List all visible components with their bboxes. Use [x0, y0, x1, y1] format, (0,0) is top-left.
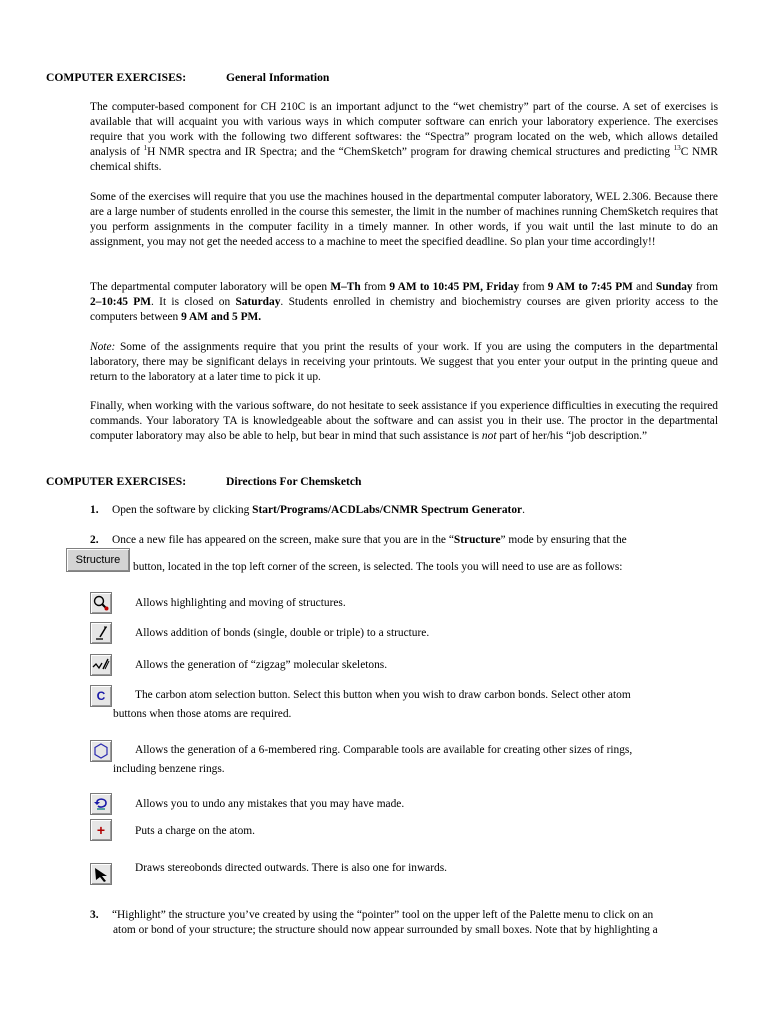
tool-description: The carbon atom selection button. Select this button when you wish to draw carbon bonds. Select other atom: [135, 689, 631, 701]
step-bold-path: Start/Programs/ACDLabs/CNMR Spectrum Generator: [252, 504, 523, 516]
p5-not: not: [481, 430, 497, 442]
p3-b6: Saturday: [235, 296, 281, 308]
tool-description: Allows addition of bonds (single, double or triple) to a structure.: [135, 627, 430, 639]
p3-b1: M–Th: [330, 281, 361, 293]
p3-b4: Sunday: [655, 281, 693, 293]
step-3: [90, 908, 720, 923]
note-label: Note:: [90, 341, 116, 353]
step-2-continuation: button, located in the top left corner of the screen, is selected. The tools you will need to use are as follows:: [133, 561, 623, 573]
select-magnifier-icon: [90, 592, 112, 614]
zigzag-chain-icon: [90, 654, 112, 676]
p3-b2: 9 AM to 10:45 PM, Friday: [389, 281, 520, 293]
step-2: [90, 533, 720, 548]
p3-b5: 2–10:45 PM: [90, 296, 151, 308]
step-text: “Highlight” the structure you’ve created by using the “pointer” tool on the upper left of the Palette menu to click on an: [112, 909, 654, 921]
step-bold-structure: Structure: [453, 534, 501, 546]
step-number: 1.: [90, 504, 99, 516]
step-3-continuation: atom or bond of your structure; the structure should now appear surrounded by small boxes. Note that by highlighting a: [113, 924, 658, 936]
step-end: .: [522, 504, 525, 516]
tool-description: Allows the generation of “zigzag” molecular skeletons.: [135, 659, 388, 671]
p3-t3: from: [519, 281, 548, 293]
tool-description-cont: including benzene rings.: [113, 763, 225, 775]
section-heading-chemsketch: [46, 474, 362, 489]
p5-text-a: Finally, when working with the various software, do not hesitate to seek assistance if you experience difficulties in executing the required commands. Your laboratory TA is knowledgeable about the software and can assist you in their use. The proctor in the departmental computer laboratory may also be able to help, but bear in mind that such assistance is: [90, 400, 718, 442]
heading-sub: Directions For Chemsketch: [226, 475, 362, 488]
stereobond-arrow-icon: [90, 863, 112, 885]
zigzag-chain-glyph: [92, 656, 110, 674]
tool-description: Puts a charge on the atom.: [135, 825, 255, 837]
paragraph-lab-hours: [90, 280, 718, 325]
p3-t6: . It is closed on: [151, 296, 236, 308]
paragraph-assistance: [90, 399, 718, 444]
p4-text: Some of the assignments require that you print the results of your work. If you are using the computers in the departmental laboratory, there may be significant delays in receiving your printouts. We suggest that you enter your output in the printing queue and return to the laboratory at a later time to pick it up.: [90, 341, 718, 383]
tool-description: Allows the generation of a 6-membered ring. Comparable tools are available for creating other sizes of rings,: [135, 744, 633, 756]
step-number: 3.: [90, 909, 99, 921]
hexagon-ring-icon: [90, 740, 112, 762]
p3-t2: from: [360, 281, 390, 293]
p5-text-b: part of her/his “job description.”: [496, 430, 648, 442]
p3-t4: and: [632, 281, 656, 293]
heading-sub: General Information: [226, 71, 330, 84]
p1-text-a: The computer-based component for CH 210C is an important adjunct to the “wet chemistry” part of the course. A set of exercises is available that will acquaint you with various ways in which computer software can enrich your laboratory experience. The exercises require that you work with the following two different softwares: the “Spectra” program located on the web, which allows detailed analysis of: [90, 101, 718, 158]
tool-description: Allows highlighting and moving of structures.: [135, 597, 346, 609]
step-1: [90, 503, 720, 518]
step-end: ” mode by ensuring that the: [500, 534, 627, 546]
p3-b3: 9 AM to 7:45 PM: [547, 281, 633, 293]
heading-main: COMPUTER EXERCISES:: [46, 475, 187, 488]
p3-t5: from: [692, 281, 718, 293]
heading-main: COMPUTER EXERCISES:: [46, 71, 187, 84]
undo-icon: [90, 793, 112, 815]
stereobond-arrow-glyph: [92, 865, 110, 883]
paragraph-intro: [90, 100, 718, 175]
p1-text-b: H NMR spectra and IR Spectra; and the “ChemSketch” program for drawing chemical structures and predicting: [147, 146, 674, 158]
paragraph-printing-note: [90, 340, 718, 385]
section-heading-general: [46, 70, 330, 85]
charge-plus-icon: +: [90, 819, 112, 841]
undo-glyph: [92, 795, 110, 813]
tool-description: Draws stereobonds directed outwards. There is also one for inwards.: [135, 862, 447, 874]
hexagon-ring-glyph: [92, 742, 110, 760]
p3-t7: . Students enrolled in chemistry and biochemistry courses are given priority access to the computers between: [90, 296, 718, 323]
p3-t1: The departmental computer laboratory will be open: [90, 281, 331, 293]
p1-sup-1: 1: [143, 144, 148, 153]
select-magnifier-glyph: [92, 594, 110, 612]
p3-b7: 9 AM and 5 PM.: [181, 311, 262, 323]
step-number: 2.: [90, 534, 99, 546]
tool-description-cont: buttons when those atoms are required.: [113, 708, 292, 720]
draw-bond-icon: [90, 622, 112, 644]
step-text: Once a new file has appeared on the screen, make sure that you are in the “: [112, 534, 454, 546]
paragraph-lab-access: Some of the exercises will require that you use the machines housed in the departmental computer laboratory, WEL 2.306. Because there are a large number of students enrolled in the course this semester, the limit in the number of machines running ChemSketch requires that you perform assignments in the computer facility in a timely manner. In other words, if you wait until the last minute to do an assignment, you may not get the needed access to a machine to meet the specified deadline. So plan your time accordingly!!: [90, 191, 718, 248]
draw-bond-glyph: [92, 624, 110, 642]
structure-mode-button[interactable]: Structure: [66, 548, 130, 572]
p1-text-c: C NMR chemical shifts.: [90, 146, 718, 173]
tool-description: Allows you to undo any mistakes that you may have made.: [135, 798, 405, 810]
p1-sup-13: 13: [673, 144, 681, 153]
carbon-atom-icon: C: [90, 685, 112, 707]
step-text: Open the software by clicking: [112, 504, 253, 516]
